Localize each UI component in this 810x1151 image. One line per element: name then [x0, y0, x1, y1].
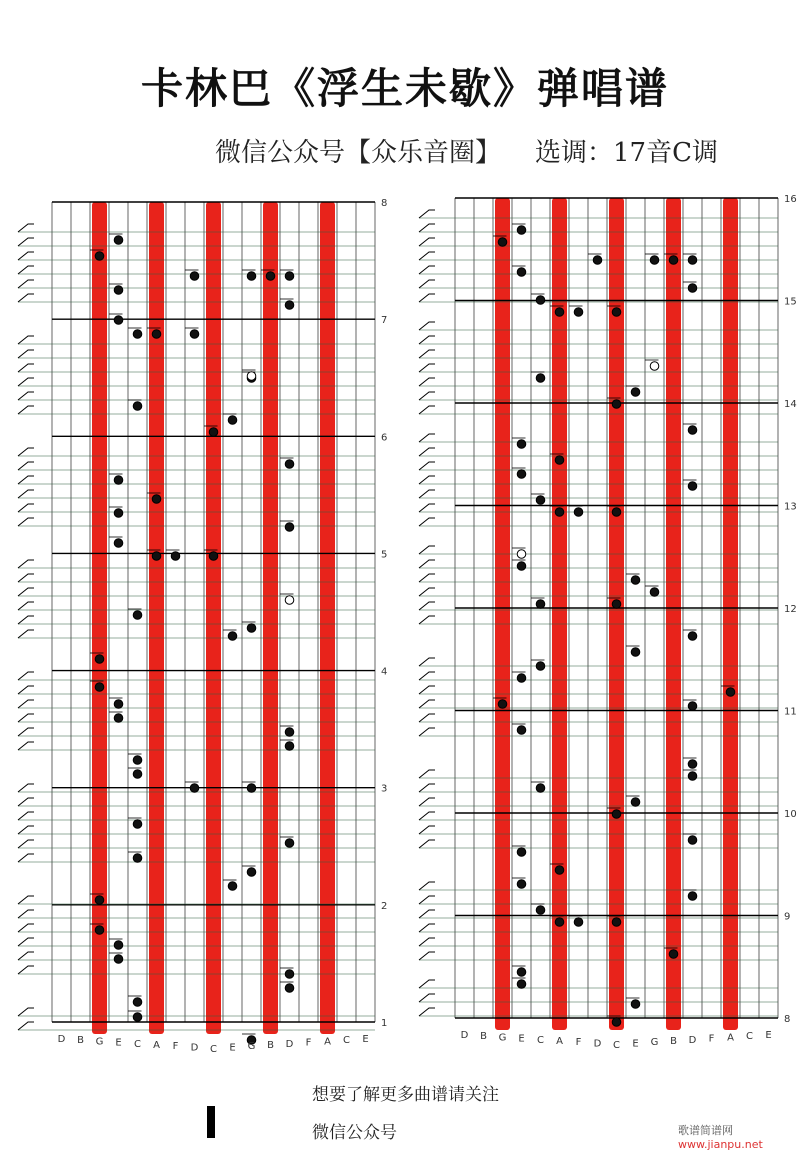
beat-flag — [18, 280, 34, 288]
note-dot — [688, 256, 697, 265]
beat-flag — [419, 784, 435, 792]
beat-flag — [18, 630, 34, 638]
note-dot — [285, 984, 294, 993]
red-key-column — [495, 198, 510, 1030]
site-watermark — [678, 1122, 810, 1151]
key-label: G — [650, 1037, 659, 1049]
decorative-bar — [207, 1106, 215, 1138]
note-dot — [612, 508, 621, 517]
beat-flag — [419, 462, 435, 470]
beat-flag — [419, 546, 435, 554]
note-dot — [95, 655, 104, 664]
note-dot — [517, 268, 526, 277]
beat-flag — [419, 896, 435, 904]
key-label: D — [593, 1038, 602, 1050]
red-key-column — [92, 202, 107, 1034]
key-label: A — [727, 1032, 734, 1044]
beat-flag — [18, 854, 34, 862]
beat-flag — [18, 294, 34, 302]
key-label: C — [134, 1038, 141, 1050]
key-label: C — [210, 1044, 217, 1055]
note-dot — [285, 460, 294, 469]
note-dot — [133, 854, 142, 863]
note-dot — [574, 508, 583, 517]
measure-number: 8 — [381, 198, 388, 209]
note-dot — [555, 918, 564, 927]
beat-flag — [18, 686, 34, 694]
note-dot — [247, 868, 256, 877]
note-dot — [152, 495, 161, 504]
key-signature-label: 选调：17音C调 — [535, 138, 718, 168]
note-dot — [228, 882, 237, 891]
beat-flag — [18, 1022, 34, 1030]
note-dot — [536, 600, 545, 609]
note-dot — [152, 552, 161, 561]
beat-flag — [18, 672, 34, 680]
note-dot — [669, 950, 678, 959]
note-dot — [536, 906, 545, 915]
beat-flag — [18, 574, 34, 582]
beat-flag — [18, 560, 34, 568]
note-dot — [612, 1018, 621, 1027]
note-dot — [114, 941, 123, 950]
note-dot — [688, 760, 697, 769]
beat-flag — [18, 490, 34, 498]
key-label: A — [556, 1036, 563, 1047]
beat-flag — [18, 364, 34, 372]
measure-number: 5 — [381, 549, 388, 561]
note-dot — [688, 702, 697, 711]
beat-flag — [419, 924, 435, 932]
note-dot — [726, 688, 735, 697]
note-dot — [669, 256, 678, 265]
red-key-column — [609, 198, 624, 1030]
beat-flag — [419, 238, 435, 246]
beat-flag — [419, 952, 435, 960]
note-dot — [285, 970, 294, 979]
key-label: B — [480, 1031, 487, 1043]
key-label: D — [460, 1030, 469, 1041]
note-dot — [517, 880, 526, 889]
beat-flag — [419, 560, 435, 568]
beat-flag — [18, 238, 34, 246]
beat-flag — [18, 448, 34, 456]
beat-flag — [18, 910, 34, 918]
beat-flag — [18, 336, 34, 344]
note-dot — [209, 552, 218, 561]
note-dot — [517, 562, 526, 571]
beat-flag — [18, 700, 34, 708]
beat-flag — [18, 812, 34, 820]
key-label: D — [285, 1038, 294, 1050]
note-dot — [285, 728, 294, 737]
note-dot — [650, 362, 659, 371]
beat-flag — [419, 882, 435, 890]
note-dot — [247, 272, 256, 281]
key-label: E — [362, 1034, 369, 1045]
beat-flag — [419, 280, 435, 288]
key-label: C — [343, 1035, 350, 1047]
note-dot — [555, 866, 564, 875]
note-dot — [517, 674, 526, 683]
note-dot — [114, 714, 123, 723]
beat-flag — [419, 518, 435, 526]
note-dot — [114, 539, 123, 548]
beat-flag — [419, 322, 435, 330]
measure-number: 14 — [784, 399, 797, 410]
footer-wechat-text: 微信公众号 — [312, 1123, 397, 1143]
beat-flag — [419, 686, 435, 694]
beat-flag — [419, 434, 435, 442]
beat-flag — [18, 224, 34, 232]
beat-flag — [419, 378, 435, 386]
beat-flag — [18, 784, 34, 792]
note-dot — [285, 301, 294, 310]
beat-flag — [419, 252, 435, 260]
note-dot — [517, 440, 526, 449]
note-dot — [190, 272, 199, 281]
key-label: G — [498, 1032, 507, 1044]
note-dot — [688, 482, 697, 491]
key-label: B — [267, 1040, 274, 1051]
beat-flag — [419, 910, 435, 918]
note-dot — [498, 700, 507, 709]
beat-flag — [419, 504, 435, 512]
note-dot — [114, 236, 123, 245]
note-dot — [190, 784, 199, 793]
note-dot — [285, 523, 294, 532]
note-dot — [247, 372, 256, 381]
beat-flag — [18, 476, 34, 484]
beat-flag — [18, 616, 34, 624]
beat-flag — [419, 448, 435, 456]
note-dot — [247, 624, 256, 633]
note-dot — [285, 596, 294, 605]
beat-flag — [419, 1008, 435, 1016]
beat-flag — [18, 728, 34, 736]
note-dot — [133, 756, 142, 765]
note-dot — [688, 772, 697, 781]
beat-flag — [419, 588, 435, 596]
note-dot — [574, 308, 583, 317]
note-dot — [266, 272, 275, 281]
note-dot — [593, 256, 602, 265]
key-label: E — [632, 1038, 639, 1050]
beat-flag — [18, 966, 34, 974]
beat-flag — [18, 406, 34, 414]
note-dot — [650, 588, 659, 597]
beat-flag — [419, 602, 435, 610]
note-dot — [555, 308, 564, 317]
red-key-column — [320, 202, 335, 1034]
note-dot — [133, 770, 142, 779]
note-dot — [536, 784, 545, 793]
note-dot — [95, 252, 104, 261]
note-dot — [190, 330, 199, 339]
beat-flag — [419, 574, 435, 582]
measure-number: 15 — [784, 296, 797, 308]
key-label: E — [518, 1033, 525, 1045]
note-dot — [536, 374, 545, 383]
note-dot — [688, 836, 697, 845]
key-label: B — [670, 1036, 677, 1047]
beat-flag — [419, 350, 435, 358]
left-tab-staff — [0, 180, 400, 1060]
note-dot — [631, 1000, 640, 1009]
note-dot — [133, 1013, 142, 1022]
key-label: F — [575, 1037, 582, 1049]
beat-flag — [18, 938, 34, 946]
measure-number: 2 — [381, 900, 388, 912]
red-key-column — [206, 202, 221, 1034]
beat-flag — [419, 980, 435, 988]
beat-flag — [419, 770, 435, 778]
measure-number: 12 — [784, 604, 797, 615]
note-dot — [631, 648, 640, 657]
beat-flag — [419, 728, 435, 736]
key-label: F — [305, 1037, 312, 1049]
note-dot — [688, 632, 697, 641]
note-dot — [133, 611, 142, 620]
beat-flag — [419, 700, 435, 708]
note-dot — [209, 428, 218, 437]
beat-flag — [18, 1008, 34, 1016]
beat-flag — [18, 714, 34, 722]
key-label: G — [95, 1036, 104, 1048]
key-label: E — [765, 1030, 772, 1041]
subtitle — [215, 132, 718, 169]
note-dot — [285, 272, 294, 281]
red-key-column — [263, 202, 278, 1034]
wechat-account-label: 微信公众号【众乐音圈】 — [215, 138, 502, 168]
beat-flag — [419, 406, 435, 414]
note-dot — [517, 968, 526, 977]
key-label: D — [688, 1034, 697, 1046]
note-dot — [555, 456, 564, 465]
beat-flag — [419, 672, 435, 680]
key-label: E — [229, 1042, 236, 1054]
beat-flag — [419, 490, 435, 498]
note-dot — [114, 700, 123, 709]
beat-flag — [18, 602, 34, 610]
note-dot — [631, 798, 640, 807]
beat-flag — [419, 336, 435, 344]
red-key-column — [723, 198, 738, 1030]
measure-number: 7 — [381, 315, 388, 327]
measure-number: 10 — [784, 809, 797, 820]
red-key-column — [666, 198, 681, 1030]
note-dot — [517, 470, 526, 479]
measure-number: 3 — [381, 783, 388, 795]
note-dot — [612, 810, 621, 819]
note-dot — [517, 848, 526, 857]
note-dot — [536, 496, 545, 505]
key-label: F — [708, 1033, 715, 1045]
note-dot — [612, 600, 621, 609]
note-dot — [114, 509, 123, 518]
key-label: C — [613, 1040, 620, 1051]
watermark-host: www.jianpu.net — [678, 1138, 763, 1151]
key-label: C — [537, 1034, 544, 1046]
note-dot — [95, 683, 104, 692]
beat-flag — [419, 266, 435, 274]
beat-flag — [419, 616, 435, 624]
note-dot — [228, 416, 237, 425]
note-dot — [631, 576, 640, 585]
note-dot — [171, 552, 180, 561]
note-dot — [536, 296, 545, 305]
key-label: C — [746, 1031, 753, 1043]
beat-flag — [18, 504, 34, 512]
beat-flag — [419, 224, 435, 232]
note-dot — [285, 742, 294, 751]
key-label: A — [153, 1040, 160, 1051]
page-title: 卡林巴《浮生未歇》弹唱谱 — [140, 64, 669, 113]
note-dot — [536, 662, 545, 671]
beat-flag — [18, 952, 34, 960]
beat-flag — [419, 812, 435, 820]
beat-flag — [18, 518, 34, 526]
note-dot — [247, 784, 256, 793]
note-dot — [688, 892, 697, 901]
beat-flag — [419, 392, 435, 400]
note-dot — [133, 402, 142, 411]
note-dot — [612, 918, 621, 927]
measure-number: 9 — [784, 911, 791, 923]
beat-flag — [419, 714, 435, 722]
beat-flag — [18, 462, 34, 470]
key-label: G — [247, 1041, 256, 1053]
note-dot — [228, 632, 237, 641]
key-label: A — [324, 1036, 331, 1048]
beat-flag — [419, 798, 435, 806]
measure-number: 1 — [381, 1018, 388, 1029]
beat-flag — [18, 742, 34, 750]
note-dot — [688, 426, 697, 435]
note-dot — [688, 284, 697, 293]
note-dot — [95, 896, 104, 905]
beat-flag — [18, 588, 34, 596]
beat-flag — [18, 798, 34, 806]
beat-flag — [419, 210, 435, 218]
key-label: E — [115, 1037, 122, 1049]
beat-flag — [419, 364, 435, 372]
watermark-site-name: 歌谱简谱网 — [678, 1124, 733, 1137]
note-dot — [555, 508, 564, 517]
key-label: D — [57, 1034, 66, 1045]
note-dot — [612, 400, 621, 409]
beat-flag — [18, 840, 34, 848]
measure-number: 8 — [784, 1014, 791, 1025]
note-dot — [517, 226, 526, 235]
note-dot — [517, 726, 526, 735]
footer-follow-text: 想要了解更多曲谱请关注 — [312, 1085, 499, 1105]
note-dot — [114, 286, 123, 295]
note-dot — [133, 998, 142, 1007]
note-dot — [152, 330, 161, 339]
note-dot — [114, 476, 123, 485]
beat-flag — [18, 924, 34, 932]
key-label: F — [172, 1041, 179, 1053]
note-dot — [114, 955, 123, 964]
note-dot — [631, 388, 640, 397]
note-dot — [95, 926, 104, 935]
beat-flag — [419, 938, 435, 946]
red-key-column — [149, 202, 164, 1034]
beat-flag — [419, 840, 435, 848]
beat-flag — [419, 476, 435, 484]
note-dot — [133, 820, 142, 829]
note-dot — [574, 918, 583, 927]
beat-flag — [419, 294, 435, 302]
left-tab-svg — [0, 180, 400, 1060]
beat-flag — [18, 826, 34, 834]
note-dot — [285, 839, 294, 848]
beat-flag — [419, 658, 435, 666]
note-dot — [498, 238, 507, 247]
note-dot — [612, 308, 621, 317]
measure-number: 4 — [381, 666, 388, 678]
right-tab-staff — [405, 180, 805, 1060]
red-key-column — [552, 198, 567, 1030]
note-dot — [517, 980, 526, 989]
note-dot — [133, 330, 142, 339]
beat-flag — [18, 266, 34, 274]
key-label: B — [77, 1035, 84, 1047]
beat-flag — [18, 378, 34, 386]
beat-flag — [18, 350, 34, 358]
beat-flag — [18, 252, 34, 260]
measure-number: 16 — [784, 194, 797, 205]
note-dot — [517, 550, 526, 559]
note-dot — [114, 316, 123, 325]
measure-number: 11 — [784, 706, 797, 718]
beat-flag — [419, 826, 435, 834]
beat-flag — [18, 392, 34, 400]
measure-number: 6 — [381, 432, 388, 444]
beat-flag — [18, 896, 34, 904]
beat-flag — [419, 994, 435, 1002]
note-dot — [650, 256, 659, 265]
measure-number: 13 — [784, 501, 797, 513]
key-label: D — [190, 1042, 199, 1054]
right-tab-svg — [405, 180, 805, 1060]
